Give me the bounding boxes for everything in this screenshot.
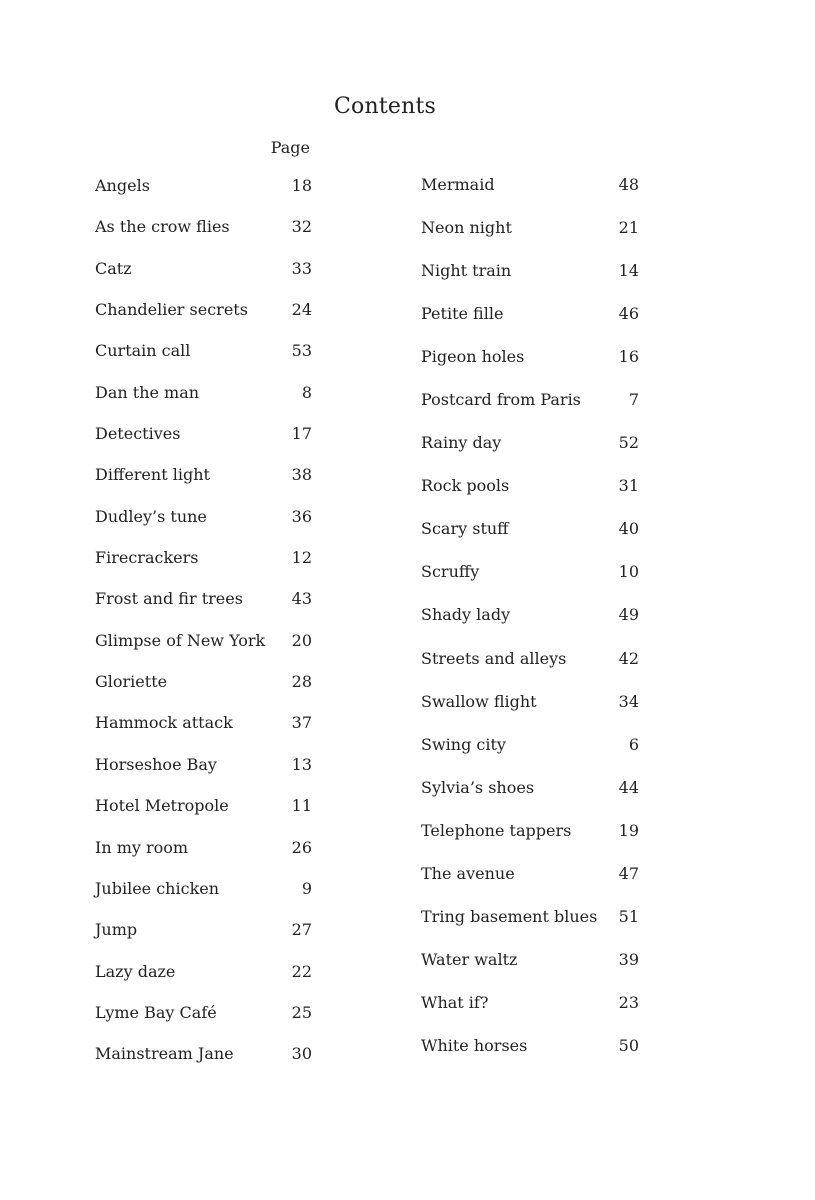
contents-entry [421, 692, 639, 735]
entry-page-number: 12 [291, 548, 312, 568]
contents-entry [95, 548, 312, 589]
contents-entry [95, 589, 312, 630]
entry-title: What if? [421, 992, 489, 1012]
contents-entry [95, 424, 312, 465]
entry-title: Chandelier secrets [95, 300, 248, 320]
entry-title: Scruffy [421, 562, 480, 582]
entry-title: Gloriette [95, 672, 168, 692]
contents-entry [421, 390, 639, 433]
contents-entry [95, 465, 312, 506]
entry-page-number: 47 [618, 863, 639, 883]
contents-entry [95, 383, 312, 424]
entry-title: Jubilee chicken [95, 878, 220, 898]
entry-page-number: 38 [291, 465, 312, 485]
entry-page-number: 16 [618, 347, 639, 367]
entry-title: Hammock attack [95, 713, 233, 733]
entry-page-number: 30 [291, 1044, 312, 1064]
entry-title: Hotel Metropole [95, 796, 229, 816]
entry-title: Tring basement blues [421, 906, 598, 926]
entry-page-number: 18 [291, 176, 312, 195]
entry-page-number: 50 [618, 1035, 639, 1055]
contents-entry [421, 562, 639, 605]
entry-page-number: 9 [301, 878, 312, 898]
entry-title: Horseshoe Bay [95, 754, 217, 774]
entry-page-number: 36 [291, 506, 312, 526]
contents-entry [95, 507, 312, 548]
entry-title: Swing city [421, 734, 506, 754]
entry-page-number: 53 [291, 341, 312, 361]
entry-page-number: 27 [291, 920, 312, 940]
contents-entry [421, 1036, 639, 1079]
entry-title: Mainstream Jane [95, 1044, 234, 1064]
contents-entry [421, 519, 639, 562]
contents-entry [95, 962, 312, 1003]
entry-title: Jump [95, 920, 138, 940]
entry-page-number: 11 [291, 796, 312, 816]
entry-title: Scary stuff [421, 519, 509, 539]
entry-title: Catz [95, 258, 132, 278]
entry-title: Different light [95, 465, 210, 485]
contents-entry [421, 433, 639, 476]
entry-title: Petite fille [421, 304, 504, 324]
entry-page-number: 28 [291, 672, 312, 692]
contents-entry [95, 1044, 312, 1085]
entry-page-number: 43 [291, 589, 312, 609]
entry-title: The avenue [421, 863, 515, 883]
entry-page-number: 24 [291, 300, 312, 320]
contents-entry [421, 993, 639, 1036]
contents-list-left [95, 176, 312, 1086]
entry-page-number: 52 [618, 433, 639, 453]
contents-entry [95, 1003, 312, 1044]
entry-title: Frost and fir trees [95, 589, 243, 609]
contents-entry [421, 347, 639, 390]
contents-entry [95, 300, 312, 341]
entry-title: Pigeon holes [421, 347, 525, 367]
entry-page-number: 39 [618, 949, 639, 969]
entry-page-number: 23 [618, 992, 639, 1012]
entry-title: Neon night [421, 218, 512, 238]
entry-page-number: 33 [291, 258, 312, 278]
page-column-heading: Page [270, 138, 310, 157]
entry-title: Swallow flight [421, 691, 537, 711]
entry-page-number: 32 [291, 217, 312, 237]
contents-entry [421, 304, 639, 347]
entry-page-number: 13 [291, 754, 312, 774]
entry-title: Dudley’s tune [95, 506, 207, 526]
contents-entry [421, 950, 639, 993]
entry-page-number: 44 [618, 777, 639, 797]
entry-title: Angels [95, 176, 150, 195]
entry-title: Firecrackers [95, 548, 199, 568]
entry-page-number: 42 [618, 648, 639, 668]
contents-entry [421, 864, 639, 907]
entry-title: Shady lady [421, 605, 511, 625]
contents-entry [95, 755, 312, 796]
contents-entry [95, 672, 312, 713]
contents-list-right [421, 175, 639, 1079]
entry-page-number: 21 [618, 218, 639, 238]
contents-entry [95, 176, 312, 217]
entry-page-number: 17 [291, 424, 312, 444]
contents-entry [95, 838, 312, 879]
entry-page-number: 37 [291, 713, 312, 733]
contents-entry [421, 735, 639, 778]
contents-entry [95, 796, 312, 837]
contents-entry [95, 217, 312, 258]
entry-title: Telephone tappers [421, 820, 572, 840]
page-title: Contents [333, 94, 436, 119]
entry-title: Rock pools [421, 476, 510, 496]
contents-entry [421, 821, 639, 864]
entry-title: Curtain call [95, 341, 191, 361]
contents-entry [95, 920, 312, 961]
entry-title: Glimpse of New York [95, 630, 266, 650]
contents-entry [421, 218, 639, 261]
contents-entry [95, 259, 312, 300]
contents-entry [95, 341, 312, 382]
entry-page-number: 31 [618, 476, 639, 496]
entry-page-number: 6 [628, 734, 639, 754]
entry-page-number: 10 [618, 562, 639, 582]
contents-entry [421, 907, 639, 950]
entry-page-number: 20 [291, 630, 312, 650]
contents-entry [421, 605, 639, 648]
entry-title: Rainy day [421, 433, 502, 453]
contents-entry [421, 175, 639, 218]
entry-title: Water waltz [421, 949, 518, 969]
entry-title: Sylvia’s shoes [421, 777, 535, 797]
entry-title: Dan the man [95, 382, 200, 402]
entry-page-number: 51 [618, 906, 639, 926]
contents-entry [421, 649, 639, 692]
entry-title: Lyme Bay Café [95, 1002, 217, 1022]
entry-page-number: 48 [618, 175, 639, 194]
entry-title: Mermaid [421, 175, 495, 194]
entry-page-number: 8 [301, 382, 312, 402]
entry-page-number: 14 [618, 261, 639, 281]
entry-page-number: 19 [618, 820, 639, 840]
entry-title: Night train [421, 261, 512, 281]
entry-page-number: 7 [628, 390, 639, 410]
contents-entry [421, 261, 639, 304]
entry-page-number: 22 [291, 961, 312, 981]
contents-entry [95, 631, 312, 672]
entry-page-number: 40 [618, 519, 639, 539]
entry-title: Postcard from Paris [421, 390, 581, 410]
contents-entry [95, 879, 312, 920]
entry-page-number: 25 [291, 1002, 312, 1022]
contents-entry [421, 778, 639, 821]
entry-title: In my room [95, 837, 189, 857]
entry-title: As the crow flies [95, 217, 230, 237]
entry-page-number: 46 [618, 304, 639, 324]
entry-title: White horses [421, 1035, 528, 1055]
entry-page-number: 34 [618, 691, 639, 711]
entry-title: Detectives [95, 424, 181, 444]
contents-entry [95, 713, 312, 754]
entry-page-number: 26 [291, 837, 312, 857]
entry-title: Streets and alleys [421, 648, 567, 668]
entry-page-number: 49 [618, 605, 639, 625]
contents-entry [421, 476, 639, 519]
entry-title: Lazy daze [95, 961, 176, 981]
